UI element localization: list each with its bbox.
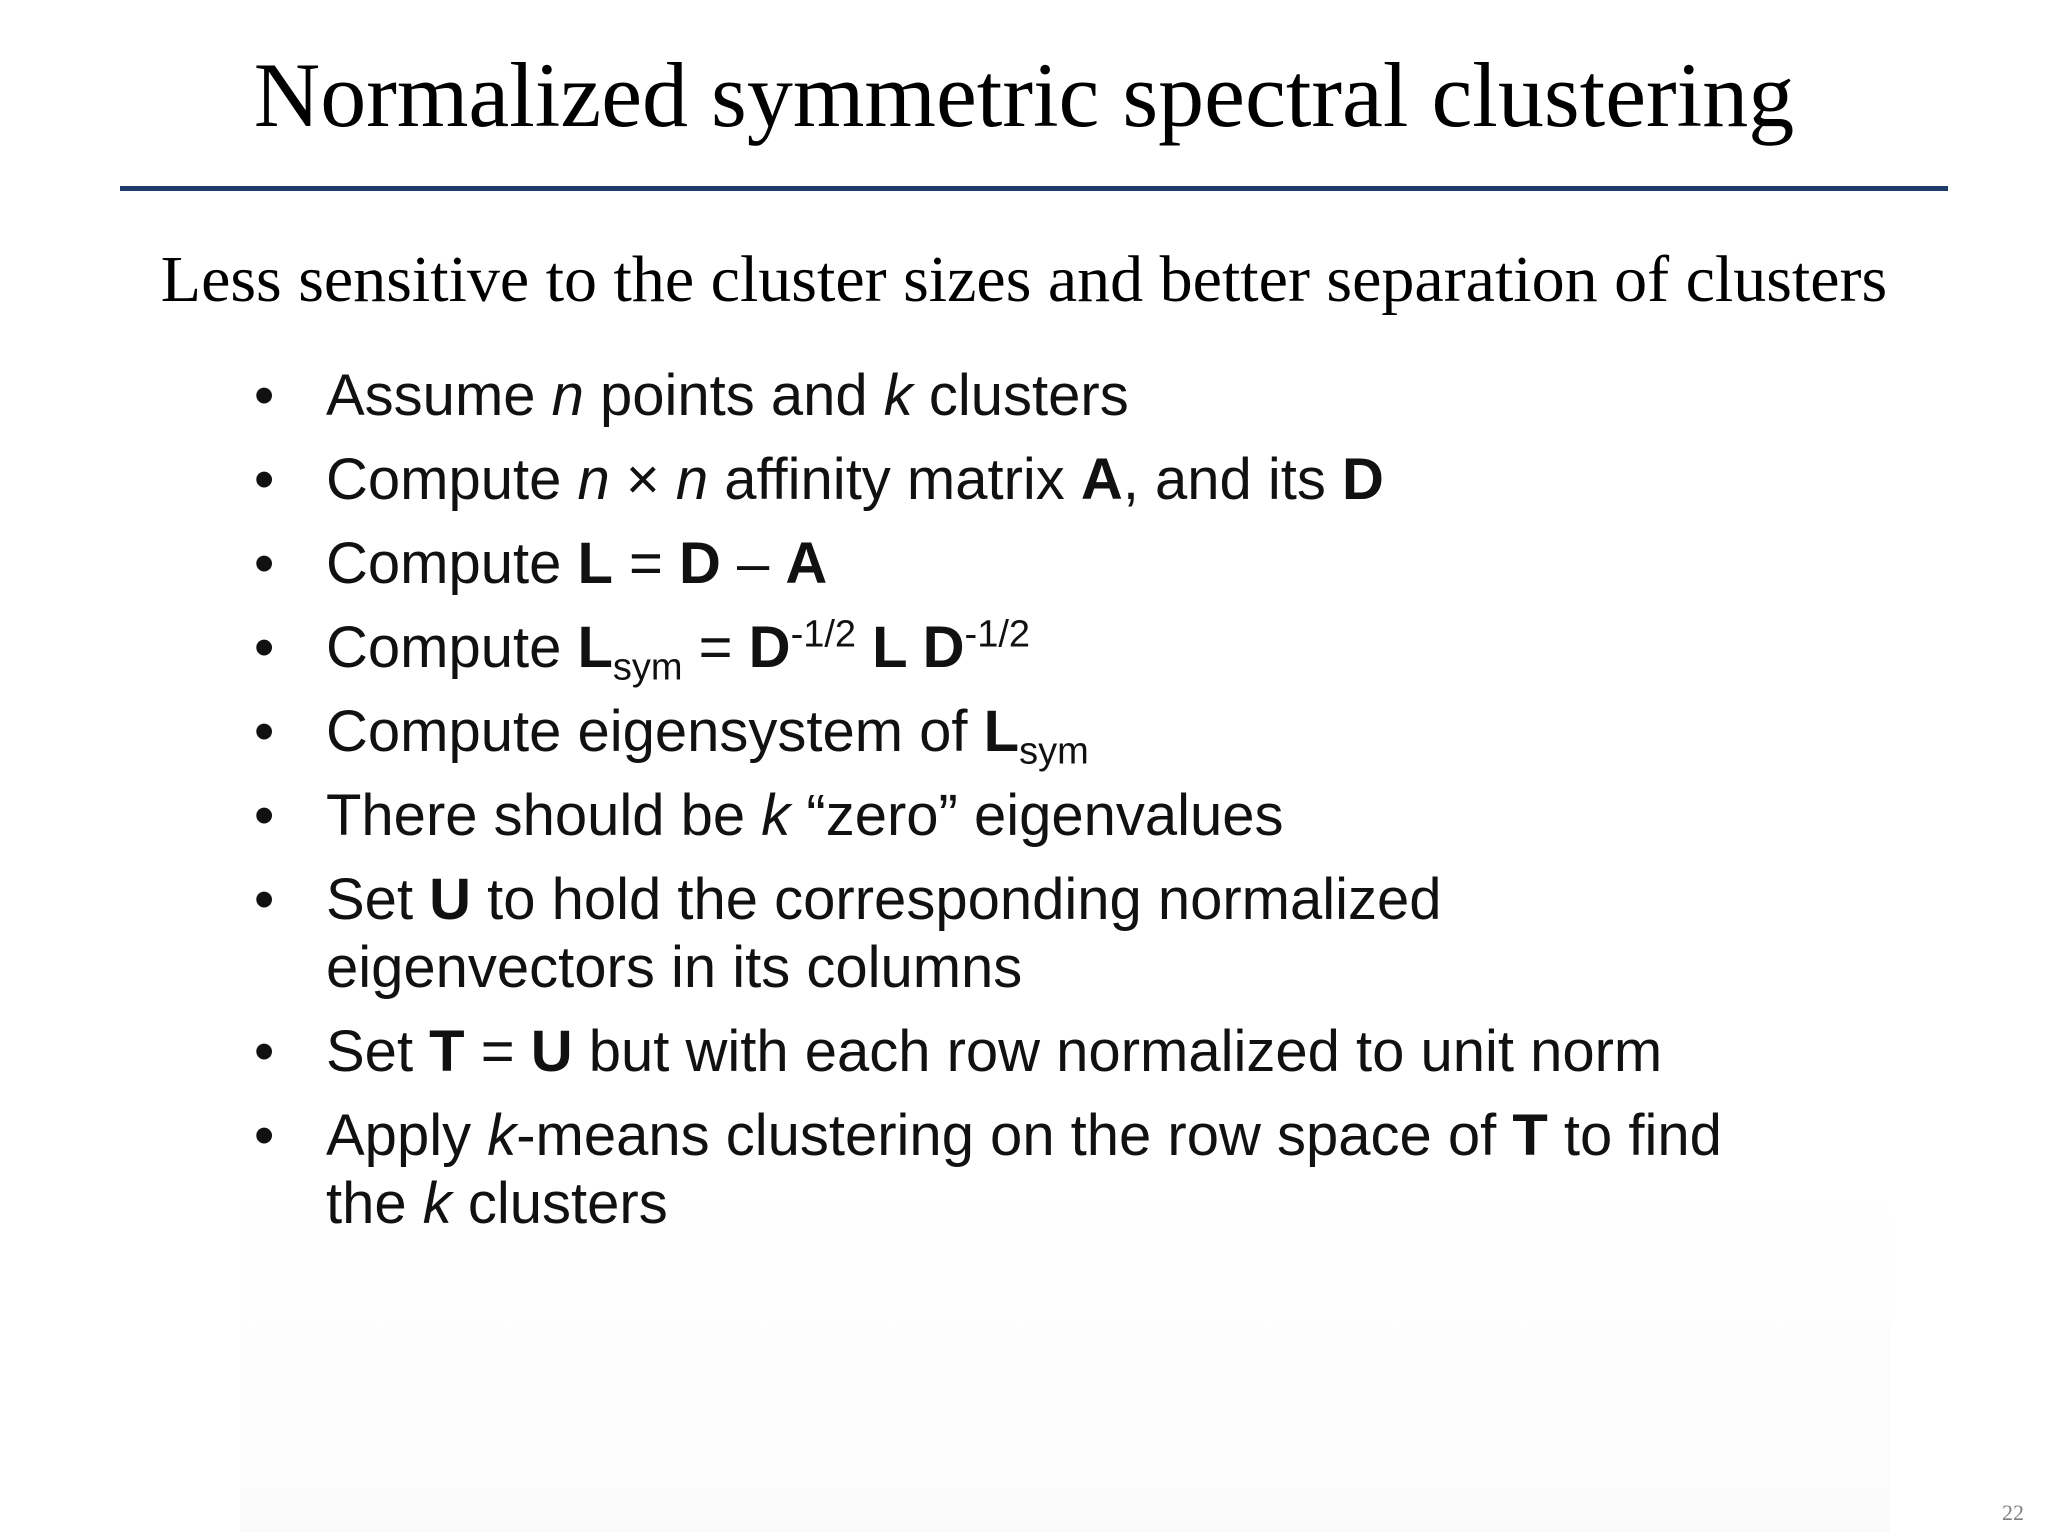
bullet-zero-eigenvalues: • There should be k “zero” eigenvalues <box>250 782 1722 850</box>
bullet-assume-points: • Assume n points and k clusters <box>250 362 1722 430</box>
bullet-set-t: • Set T = U but with each row normalized to unit norm <box>250 1018 1722 1086</box>
bullet-normalized-laplacian: • Compute $L_{sym} = D^{-1/2}$ L $D^{-1/2}$ <box>250 614 1722 682</box>
slide-title: Normalized symmetric spectral clustering <box>253 44 1795 146</box>
page-number: 22 <box>2002 1500 2024 1525</box>
bullet-set-u: • Set U to hold the corresponding normalized eigenvectors in its columns <box>250 866 1722 1002</box>
bullet-affinity-matrix: • Compute n × n affinity matrix A, and its D <box>250 446 1722 514</box>
bullet-eigensystem: • Compute eigensystem of $L_{sym}$ <box>250 698 1722 766</box>
slide-subtitle: Less sensitive to the cluster sizes and better separation of clusters <box>160 243 1888 316</box>
bullet-list <box>250 362 1722 1254</box>
bullet-apply-kmeans: • Apply k-means clustering on the row space of T to find the k clusters <box>250 1102 1722 1238</box>
title-divider <box>120 186 1948 191</box>
bullet-laplacian: • Compute L = D – A <box>250 530 1722 598</box>
